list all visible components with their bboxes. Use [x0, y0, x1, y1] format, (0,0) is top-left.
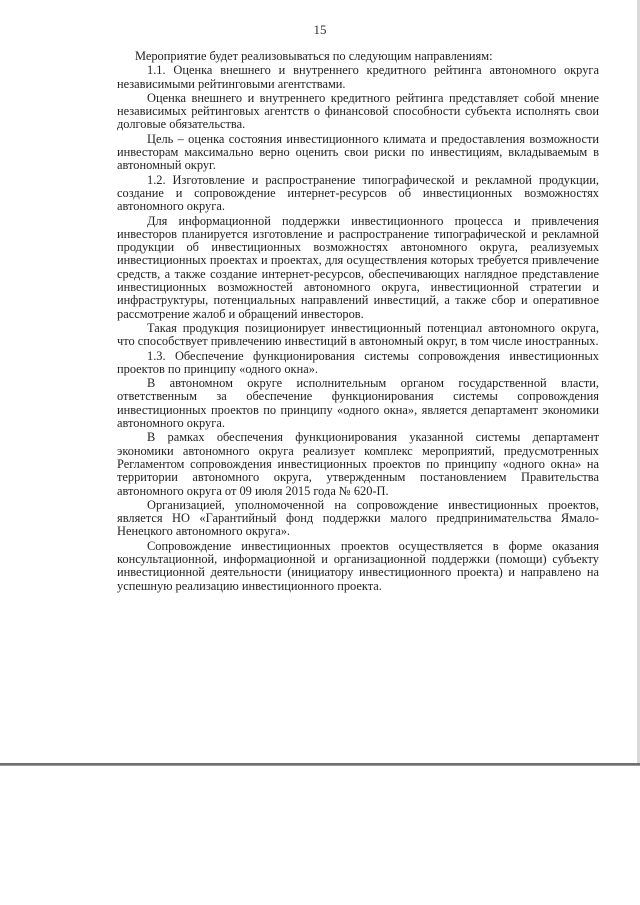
paragraph-item-1-1: 1.1. Оценка внешнего и внутреннего кредитного рейтинга автономного округа независимыми рейтинговыми агентствами. — [117, 63, 599, 91]
paragraph-regulation: В рамках обеспечения функционирования указанной системы департамент экономики автономного округа реализует комплекс мероприятий, предусмотренных Регламентом сопровождения инвестиционных проектов по принципу «одного окна» на территории автономного округа, утвержденным постановлением Правительства автономного округа от 09 июля 2015 года № 620-П. — [117, 430, 599, 498]
paragraph-organization: Организацией, уполномоченной на сопровождение инвестиционных проектов, является НО «Гарантийный фонд поддержки малого предпринимательства Ямало-Ненецкого автономного округа». — [117, 497, 599, 539]
paragraph-rating-goal: Цель – оценка состояния инвестиционного климата и предоставления возможности инвесторам максимально верно оценить свои риски по инвестициям, вкладываемым в автономный округ. — [117, 131, 599, 173]
paragraph-info-support: Для информационной поддержки инвестиционного процесса и привлечения инвесторов планируется изготовление и распространение типографической и рекламной продукции об инвестиционных возможностях автономного округа, реализуемых инвестиционных проектах и проектах, для осуществления которых требуется привлечение средств, а также создание интернет-ресурсов, обеспечивающих наглядное представление инвестиционных возможностей автономного округа, инвестиционной стратегии и инфраструктуры, потенциальных направлений инвестиций, а также сбор и оперативное рассмотрение жалоб и обращений инвесторов. — [117, 213, 599, 321]
paragraph-executive-body: В автономном округе исполнительным органом государственной власти, ответственным за обеспечение функционирования системы сопровождения инвестиционных проектов по принципу «одного окна», является департамент экономики автономного округа. — [117, 376, 599, 431]
paragraph-rating-description: Оценка внешнего и внутреннего кредитного рейтинга представляет собой мнение независимых рейтинговых агентств о финансовой способности субъекта исполнять свои долговые обязательства. — [117, 90, 599, 132]
paragraph-products: Такая продукция позиционирует инвестиционный потенциал автономного округа, что способствует привлечению инвестиций в автономный округ, в том числе иностранных. — [117, 320, 599, 349]
paragraph-item-1-2: 1.2. Изготовление и распространение типографической и рекламной продукции, создание и сопровождение интернет-ресурсов об инвестиционных возможностях автономного округа. — [117, 172, 599, 214]
paragraph-project-support: Сопровождение инвестиционных проектов осуществляется в форме оказания консультационной, информационной и организационной поддержки (помощи) субъекту инвестиционной деятельности (инициатору инвестиционного проекта) и направлено на успешную реализацию инвестиционного проекта. — [117, 538, 599, 593]
page-number: 15 — [313, 22, 327, 37]
paragraph-item-1-3: 1.3. Обеспечение функционирования системы сопровождения инвестиционных проектов по принципу «одного окна». — [117, 348, 599, 376]
blank-area — [0, 766, 640, 905]
document-body — [117, 50, 599, 594]
paragraph-intro: Мероприятие будет реализовываться по следующим направлениям: — [135, 49, 493, 63]
